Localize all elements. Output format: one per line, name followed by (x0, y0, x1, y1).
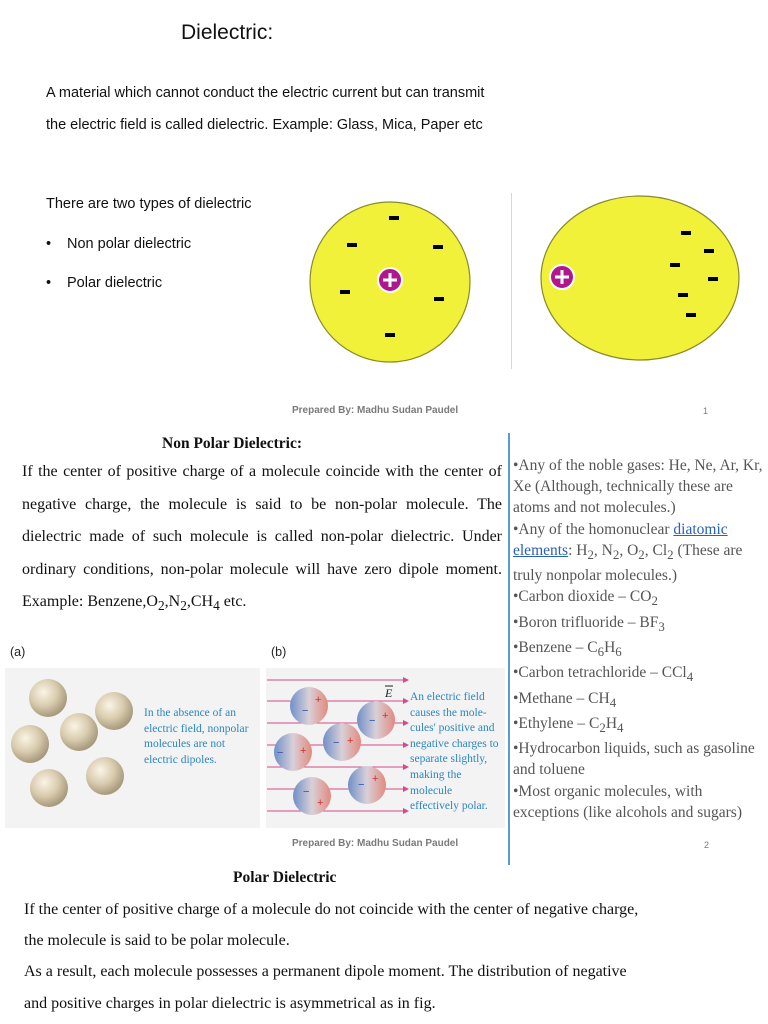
subscript: 4 (213, 598, 220, 614)
polarized-atom-diagram (541, 196, 739, 360)
type-label: Non polar dielectric (67, 236, 192, 252)
bullet: • (46, 236, 52, 252)
polar-line-1: If the center of positive charge of a molecule do not coincide with the center of negative charge, (24, 901, 639, 918)
electron-mark (670, 263, 680, 267)
nonpolar-body (22, 456, 502, 623)
subscript: 6 (597, 644, 605, 659)
figure-caption-a: In the absence of an electric field, nonpolar molecules are not electric dipoles. (144, 707, 249, 766)
vertical-divider (508, 433, 510, 865)
field-label-e: E (385, 686, 393, 700)
negative-sign: − (369, 715, 376, 727)
molecule (95, 692, 133, 730)
list-text: (These are truly nonpolar molecules.) (513, 541, 743, 585)
plus-sign (389, 273, 392, 287)
electron-mark (704, 249, 714, 253)
list-text: •Ethylene – C (513, 714, 600, 732)
subscript: 3 (658, 618, 665, 634)
subscript: 2 (587, 546, 594, 562)
negative-sign: − (358, 779, 365, 791)
polar-line-3: As a result, each molecule possesses a permanent dipole moment. The distribution of negative (24, 963, 627, 980)
types-heading: There are two types of dielectric (46, 196, 252, 212)
positive-sign: + (317, 797, 324, 809)
list-item: •Hydrocarbon liquids, such as gasoline and toluene (513, 740, 755, 779)
list-item (513, 612, 763, 637)
subscript: 2 (599, 719, 606, 735)
slide1-footer: Prepared By: Madhu Sudan Paudel (292, 405, 459, 416)
molecule (293, 777, 331, 815)
nonpolar-heading: Non Polar Dielectric: (162, 435, 303, 452)
subscript: 4 (609, 694, 617, 710)
figure-label-a: (a) (10, 645, 26, 659)
electron-mark (347, 243, 357, 247)
body-text: ,CH (186, 593, 214, 610)
subscript: 2 (612, 546, 620, 562)
molecule (323, 723, 361, 761)
list-item: •Most organic molecules, with exceptions (like alcohols and sugars) (513, 782, 742, 821)
negative-sign: − (303, 786, 310, 798)
nonpolar-examples-list (513, 455, 763, 823)
list-item (513, 713, 763, 738)
list-item: •Any of the noble gases: He, Ne, Ar, Kr, Xe (Although, technically these are atoms and not molecules.) (513, 457, 763, 517)
electron-mark (686, 313, 696, 317)
molecule (60, 713, 98, 751)
definition-line-2: the electric field is called dielectric. Example: Glass, Mica, Paper etc (46, 117, 483, 133)
list-item (513, 688, 763, 713)
electron-mark (433, 245, 443, 249)
list-text: •Carbon dioxide – CO (513, 588, 652, 606)
negative-sign: − (333, 737, 340, 749)
list-text: •Methane – CH (513, 689, 610, 707)
subscript: 4 (617, 719, 624, 735)
type-label: Polar dielectric (67, 275, 163, 291)
positive-sign: + (382, 710, 389, 722)
positive-sign: + (315, 694, 322, 706)
negative-sign: − (302, 705, 309, 717)
list-text: •Any of the homonuclear (513, 520, 674, 538)
list-text: H (605, 714, 618, 732)
electron-mark (385, 333, 395, 337)
nonpolar-atom-diagram (310, 202, 470, 362)
list-text: •Benzene – C (513, 638, 598, 656)
figure-label-b: (b) (271, 645, 287, 659)
list-item (513, 519, 763, 587)
list-text: , Cl (644, 541, 668, 559)
bullet: • (46, 275, 52, 291)
body-text: ,N (164, 593, 181, 610)
subscript: 2 (638, 546, 645, 562)
body-text: If the center of positive charge of a molecule coincide with the center of negative charge, the molecule is said to be non-polar molecule. The dielectric made of such molecule is called non-polar dielectric. Under ordinary conditions, non-polar molecule will have zero dipole moment. Example: Benzene,O (22, 463, 502, 610)
electron-mark (434, 297, 444, 301)
definition-line-1: A material which cannot conduct the electric current but can transmit (46, 85, 485, 101)
electron-mark (340, 290, 350, 294)
polar-line-4: and positive charges in polar dielectric is asymmetrical as in fig. (24, 995, 436, 1012)
type-item-polar (46, 275, 162, 291)
subscript: 2 (157, 598, 165, 614)
positive-sign: + (372, 773, 379, 785)
atom-diagrams (300, 185, 760, 375)
molecule (11, 725, 49, 763)
list-text: •Carbon tetrachloride – CCl (513, 664, 687, 682)
slide2-page-number: 2 (704, 840, 710, 850)
subscript: 4 (686, 669, 694, 685)
list-item (513, 586, 763, 611)
type-item-nonpolar (46, 236, 191, 252)
body-text: etc. (219, 593, 247, 610)
list-text: , O (619, 541, 639, 559)
polar-line-2: the molecule is said to be polar molecule. (24, 932, 290, 949)
list-text: H (604, 638, 616, 656)
negative-sign: − (277, 747, 284, 759)
electron-mark (389, 216, 399, 220)
subscript: 2 (651, 593, 658, 609)
electron-mark (708, 277, 718, 281)
diatomic-elements-link[interactable]: diatomic elements (513, 520, 728, 559)
list-text: •Boron trifluoride – BF (513, 613, 659, 631)
subscript: 2 (667, 546, 674, 562)
polar-heading: Polar Dielectric (233, 869, 337, 886)
molecule (348, 766, 386, 804)
positive-sign: + (347, 735, 354, 747)
molecule (29, 679, 67, 717)
electron-mark (678, 293, 688, 297)
subscript: 2 (180, 598, 187, 614)
molecule (290, 687, 328, 725)
electron-mark (681, 231, 691, 235)
slide1-title: Dielectric: (181, 21, 274, 44)
slide1-page-number: 1 (703, 406, 709, 416)
list-item (513, 662, 763, 687)
list-text: , N (593, 541, 613, 559)
molecule (30, 769, 68, 807)
figure-caption-b: An electric field causes the mole-cules' positive and negative charges to separate slightly, making the molecule effectively polar. (410, 691, 499, 813)
list-text: : H (568, 541, 588, 559)
slide2-footer: Prepared By: Madhu Sudan Paudel (292, 838, 459, 849)
plus-sign (561, 270, 564, 284)
subscript: 6 (615, 644, 622, 659)
molecule (86, 757, 124, 795)
slide-divider (511, 193, 512, 369)
positive-sign: + (300, 745, 307, 757)
list-item (513, 637, 763, 662)
molecule (357, 701, 395, 739)
